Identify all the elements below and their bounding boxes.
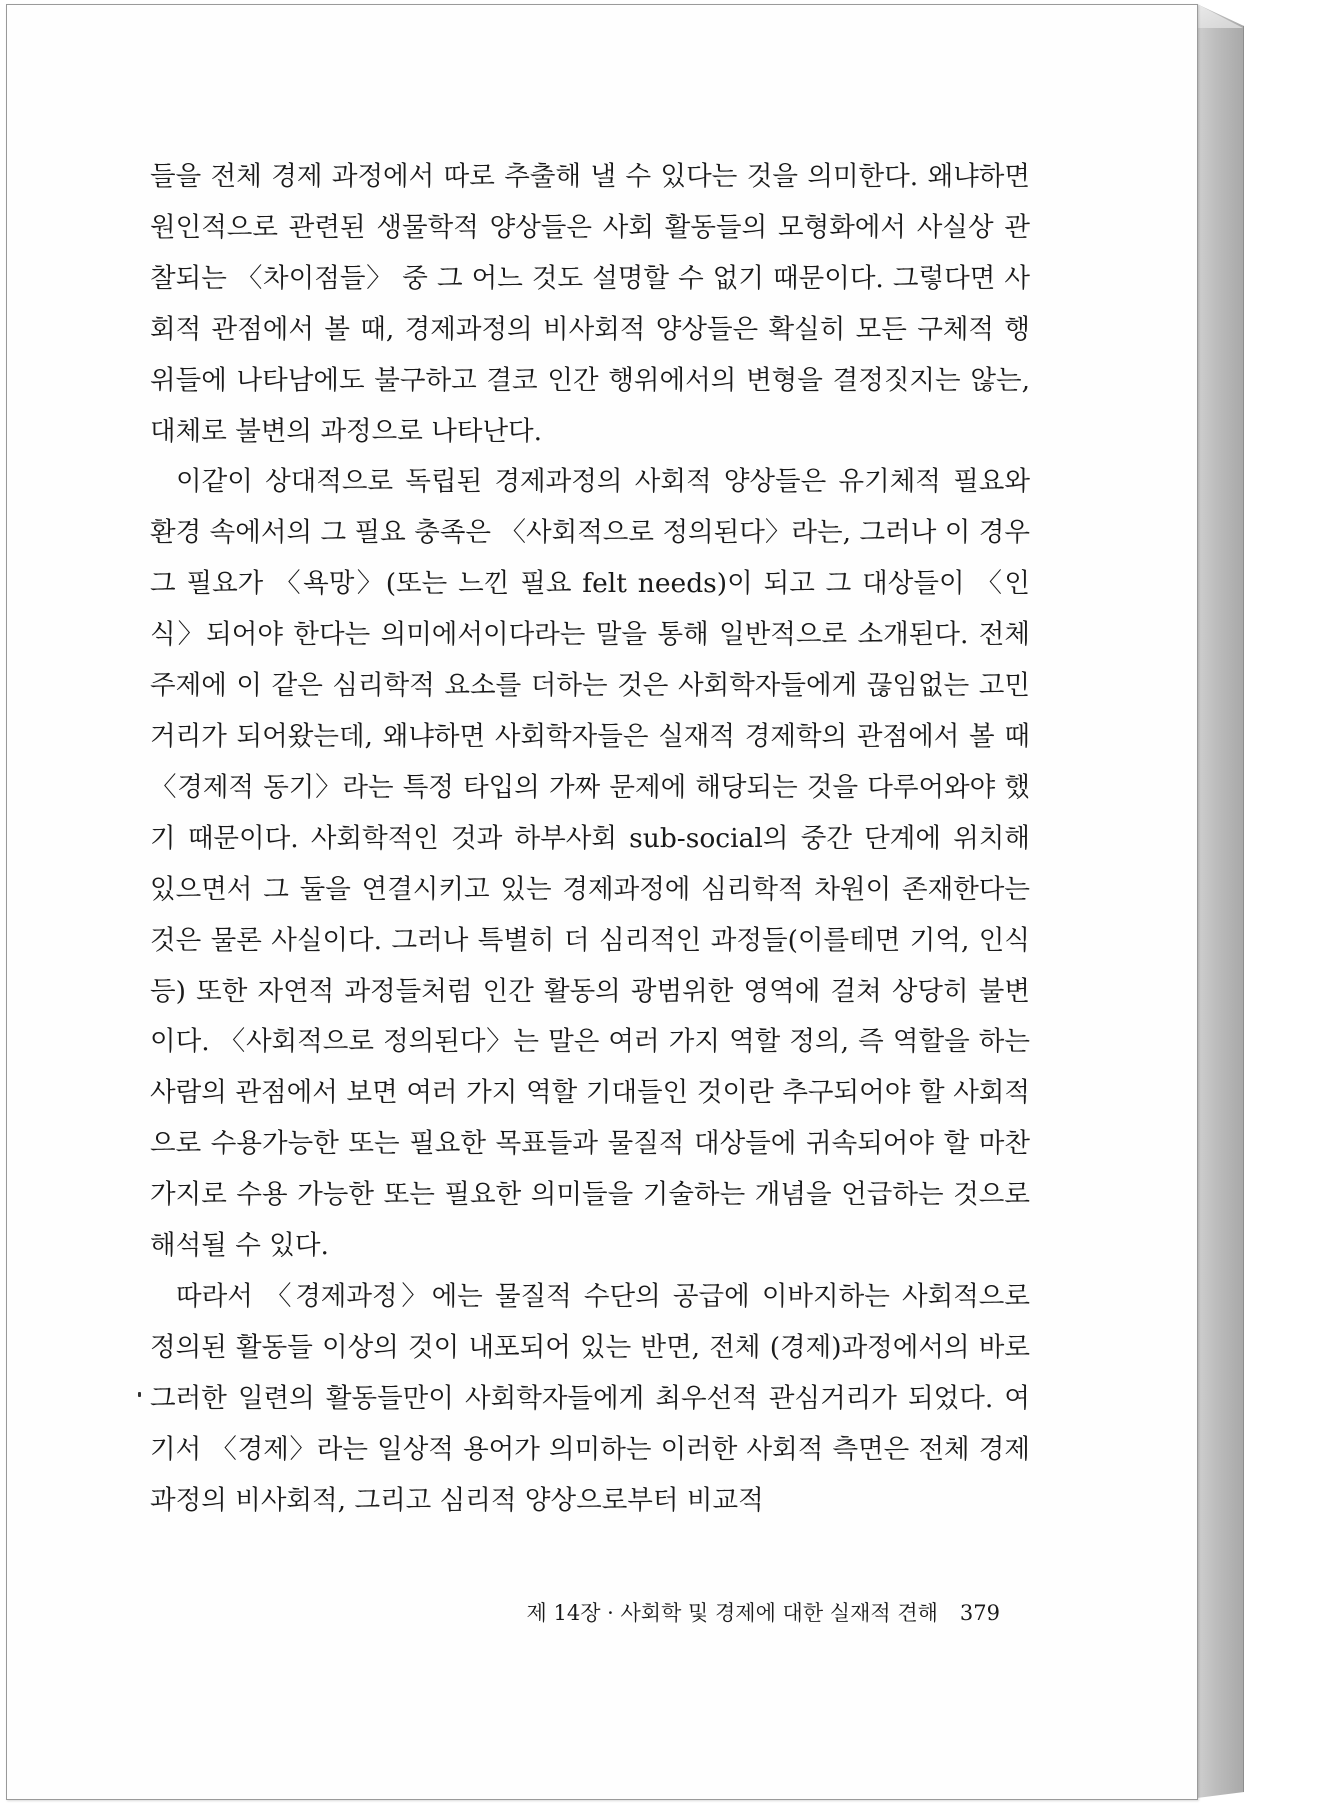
footer-chapter-title: 제 14장 · 사회학 및 경제에 대한 실재적 견해 bbox=[526, 1601, 938, 1625]
paragraph-3: 따라서 〈경제과정〉에는 물질적 수단의 공급에 이바지하는 사회적으로 정의된 활동들 이상의 것이 내포되어 있는 반면, 전체 (경제)과정에서의 바로 그러한 일련의 활동들만이 사회학자들에게 최우선적 관심거리가 되었다. 여기서 〈경제〉라는 일상적 용어가 의미하는 이러한 사회적 측면은 전체 경제과정의 비사회적, 그리고 심리적 양상으로부터 비교적 bbox=[150, 1280, 1030, 1516]
paragraph-2: 이같이 상대적으로 독립된 경제과정의 사회적 양상들은 유기체적 필요와 환경 속에서의 그 필요 충족은 〈사회적으로 정의된다〉라는, 그러나 이 경우 그 필요가 〈욕망〉(또는 느낀 필요 felt needs)이 되고 그 대상들이 〈인식〉되어야 한다는 의미에서이다라는 말을 통해 일반적으로 소개된다. 전체 주제에 이 같은 심리학적 요소를 더하는 것은 사회학자들에게 끊임없는 고민거리가 되어왔는데, 왜냐하면 사회학자들은 실재적 경제학의 관점에서 볼 때 〈경제적 동기〉라는 특정 타입의 가짜 문제에 해당되는 것을 다루어와야 했기 때문이다. 사회학적인 것과 하부사회 sub-social의 중간 단계에 위치해 있으면서 그 둘을 연결시키고 있는 경제과정에 심리학적 차원이 존재한다는 것은 물론 사실이다. 그러나 특별히 더 심리적인 과정들(이를테면 기억, 인식 등) 또한 자연적 과정들처럼 인간 활동의 광범위한 영역에 걸쳐 상당히 불변이다. 〈사회적으로 정의된다〉는 말은 여러 가지 역할 정의, 즉 역할을 하는 사람의 관점에서 보면 여러 가지 역할 기대들인 것이란 추구되어야 할 사회적으로 수용가능한 또는 필요한 목표들과 물질적 대상들에 귀속되어야 할 마찬가지로 수용 가능한 또는 필요한 의미들을 기술하는 개념을 언급하는 것으로 해석될 수 있다. bbox=[150, 466, 1030, 1262]
page-number: 379 bbox=[959, 1601, 1000, 1625]
paragraph-1: 들을 전체 경제 과정에서 따로 추출해 낼 수 있다는 것을 의미한다. 왜냐하면 원인적으로 관련된 생물학적 양상들은 사회 활동들의 모형화에서 사실상 관찰되는 〈차이점들〉 중 그 어느 것도 설명할 수 없기 때문이다. 그렇다면 사회적 관점에서 볼 때, 경제과정의 비사회적 양상들은 확실히 모든 구체적 행위들에 나타남에도 불구하고 결코 인간 행위에서의 변형을 결정짓지는 않는, 대체로 불변의 과정으로 나타난다. bbox=[150, 161, 1030, 447]
book-spine bbox=[1197, 4, 1244, 1798]
running-footer bbox=[470, 1598, 1000, 1628]
stray-ink-mark bbox=[138, 1392, 141, 1397]
body-text bbox=[150, 152, 1030, 1526]
